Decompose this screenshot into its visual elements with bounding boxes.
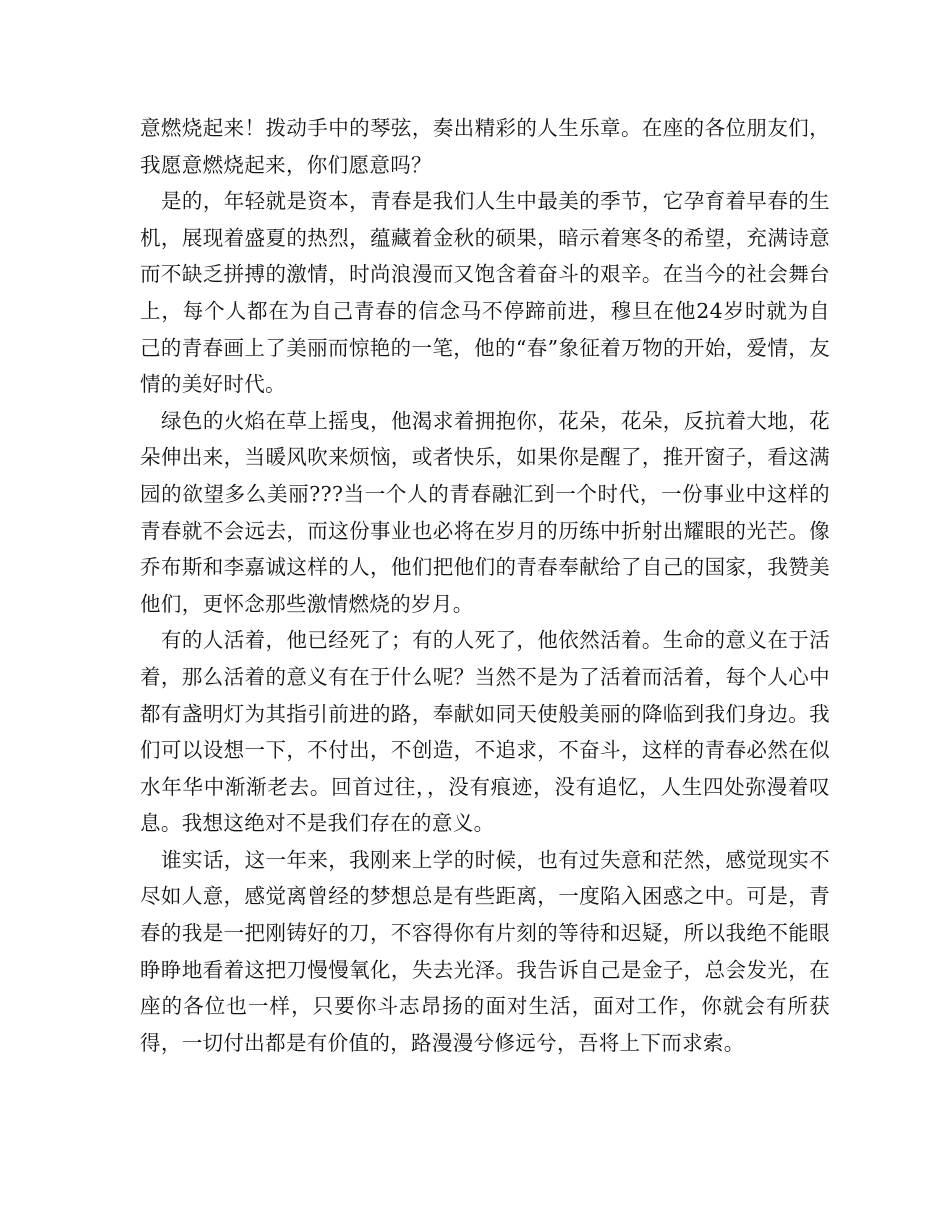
paragraph-green-flame: 绿色的火焰在草上摇曳，他渴求着拥抱你，花朵，花朵，反抗着大地，花朵伸出来，当暖风吹来烦恼，或者快乐，如果你是醒了，推开窗子，看这满园的欲望多么美丽???当一个人的青春融汇到一个时代，一份事业中这样的青春就不会远去，而这份事业也必将在岁月的历练中折射出耀眼的光芒。像乔布斯和李嘉诚这样的人，他们把他们的青春奉献给了自己的国家，我赞美他们，更怀念那些激情燃烧的岁月。 bbox=[140, 408, 830, 616]
paragraph-meaning-of-life: 有的人活着，他已经死了；有的人死了，他依然活着。生命的意义在于活着，那么活着的意义有在于什么呢？当然不是为了活着而活着，每个人心中都有盏明灯为其指引前进的路，奉献如同天使般美丽的降临到我们身边。我们可以设想一下，不付出，不创造，不追求，不奋斗，这样的青春必然在似水年华中渐渐老去。回首过往，，没有痕迹，没有追忆，人生四处弥漫着叹息。我想这绝对不是我们存在的意义。 bbox=[140, 628, 830, 836]
document-body bbox=[140, 110, 830, 1061]
paragraph-continuation: 意燃烧起来！拨动手中的琴弦，奏出精彩的人生乐章。在座的各位朋友们，我愿意燃烧起来，你们愿意吗？ bbox=[140, 116, 830, 177]
paragraph-youth-season: 是的，年轻就是资本，青春是我们人生中最美的季节，它孕育着早春的生机，展现着盛夏的热烈，蕴藏着金秋的硕果，暗示着寒冬的希望，充满诗意而不缺乏拼搏的激情，时尚浪漫而又饱含着奋斗的艰辛。在当今的社会舞台上，每个人都在为自己青春的信念马不停蹄前进，穆旦在他24岁时就为自己的青春画上了美丽而惊艳的一笔，他的“春”象征着万物的开始，爱情，友情的美好时代。 bbox=[140, 189, 830, 397]
paragraph-reflection: 谁实话，这一年来，我刚来上学的时候，也有过失意和茫然，感觉现实不尽如人意，感觉离曾经的梦想总是有些距离，一度陷入困惑之中。可是，青春的我是一把刚铸好的刀，不容得你有片刻的等待和迟疑，所以我绝不能眼睁睁地看着这把刀慢慢氧化，失去光泽。我告诉自己是金子，总会发光，在座的各位也一样，只要你斗志昂扬的面对生活，面对工作，你就会有所获得，一切付出都是有价值的，路漫漫兮修远兮，吾将上下而求索。 bbox=[140, 847, 830, 1055]
